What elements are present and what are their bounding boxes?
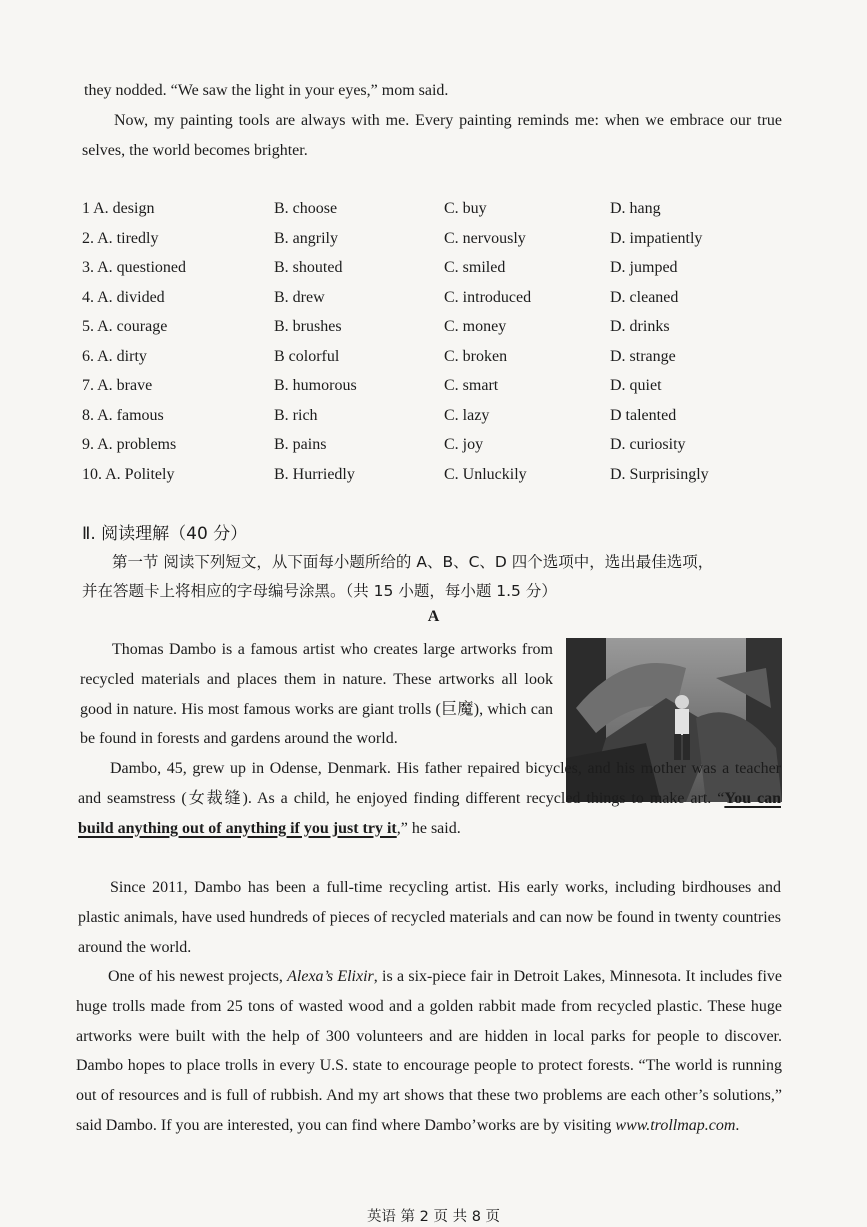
option-a: 7. A. brave [82, 377, 153, 394]
option-b: B. drew [274, 288, 325, 306]
option-row [82, 401, 802, 431]
passage-paragraph-3: Since 2011, Dambo has been a full-time recycling artist. His early works, including birdhouses and plastic animals, have used hundreds of pieces of recycled materials and can now be found in twenty countries around the world. [78, 879, 781, 956]
option-a: 2. A. tiredly [82, 229, 159, 247]
option-d: D. curiosity [610, 436, 686, 453]
intro-paragraph: Now, my painting tools are always with me. Every painting reminds me: when we embrace our true selves, the world becomes brighter. [82, 112, 782, 159]
option-d: D. cleaned [610, 288, 679, 306]
option-c: C. smiled [444, 259, 506, 276]
paragraph-4-body: , is a six-piece fair in Detroit Lakes, Minnesota. It includes five huge trolls made from 25 tons of wasted wood and a golden rabbit made from recycled plastic. These huge artworks were built with the help of 300 volunteers and are hidden in local parks for people to discover. Dambo hopes to place trolls in every U.S. state to encourage people to protect forests. “The world is running out of resources and is full of rubbish. And my art shows that these two problems are each other’s solutions,” said Dambo. If you are interested, you can find where Dambo’works are by visiting [76, 968, 783, 1134]
option-a: 9. A. problems [82, 436, 177, 453]
website-link[interactable]: www.trollmap.com [615, 1116, 736, 1134]
page-footer: 英语 第 2 页 共 8 页 [366, 1209, 501, 1225]
option-b: B. humorous [274, 377, 357, 394]
paragraph-4-text: One of his newest projects, [108, 968, 288, 985]
option-row [82, 283, 802, 313]
option-c: C. smart [444, 377, 499, 394]
option-a: 8. A. famous [82, 406, 164, 424]
option-row [82, 430, 802, 460]
option-b: B. Hurriedly [274, 465, 355, 483]
option-b: B. choose [274, 200, 338, 217]
passage-paragraph-4 [76, 962, 782, 1141]
option-row [82, 371, 802, 401]
option-b: B. rich [274, 406, 318, 424]
option-c: C. buy [444, 200, 487, 217]
option-d: D talented [610, 406, 677, 424]
passage-label: A [427, 608, 440, 625]
option-c: C. joy [444, 436, 484, 453]
passage-paragraph-2 [78, 754, 781, 843]
option-a: 5. A. courage [82, 318, 168, 335]
option-c: C. introduced [444, 288, 532, 306]
option-d: D. impatiently [610, 229, 703, 247]
option-d: D. drinks [610, 318, 670, 335]
paragraph-2-end: ,” he said. [396, 819, 461, 837]
option-c: C. broken [444, 347, 508, 365]
option-b: B. brushes [274, 318, 342, 335]
option-a: 3. A. questioned [82, 259, 186, 276]
option-d: D. strange [610, 347, 676, 365]
option-a: 1 A. design [82, 200, 155, 217]
underlined-quote: You can build anything out of anything if you just try it [78, 789, 781, 837]
option-row [82, 342, 802, 372]
option-a: 10. A. Politely [82, 465, 175, 483]
option-a: 6. A. dirty [82, 347, 147, 365]
option-d: D. hang [610, 200, 661, 217]
passage-paragraph-1: Thomas Dambo is a famous artist who creates large artworks from recycled materials and places them in nature. These artworks all look good in nature. His most famous works are giant trolls (巨魔), which can be found in forests and gardens around the world. [80, 641, 553, 748]
option-c: C. money [444, 318, 507, 335]
option-c: C. Unluckily [444, 465, 527, 483]
option-d: D. quiet [610, 377, 662, 394]
option-b: B. pains [274, 436, 327, 453]
option-c: C. nervously [444, 229, 526, 247]
paragraph-2-text: Dambo, 45, grew up in Odense, Denmark. His father repaired bicycles, and his mother was a teacher and seamstress (女裁缝). As a child, he enjoyed finding different recycled things to make art. “ [78, 760, 781, 807]
instruction-line-2: 并在答题卡上将相应的字母编号涂黑。（共 15 小题，每小题 1.5 分） [82, 582, 557, 600]
option-d: D. Surprisingly [610, 465, 709, 483]
option-c: C. lazy [444, 406, 490, 424]
option-row [82, 253, 802, 283]
option-b: B colorful [274, 347, 340, 365]
option-row [82, 460, 802, 490]
option-b: B. shouted [274, 259, 343, 276]
instruction-line-1: 第一节 阅读下列短文，从下面每小题所给的 A、B、C、D 四个选项中，选出最佳选项， [112, 553, 714, 571]
paragraph-4-end: . [735, 1116, 740, 1134]
intro-line: they nodded. “We saw the light in your eyes,” mom said. [84, 82, 449, 99]
option-row [82, 194, 802, 224]
section-heading: Ⅱ. 阅读理解（40 分） [82, 524, 248, 544]
option-d: D. jumped [610, 259, 678, 276]
option-a: 4. A. divided [82, 288, 165, 306]
project-title: Alexa’s Elixir [287, 968, 374, 985]
option-b: B. angrily [274, 229, 338, 247]
option-row [82, 312, 802, 342]
option-row [82, 224, 802, 254]
